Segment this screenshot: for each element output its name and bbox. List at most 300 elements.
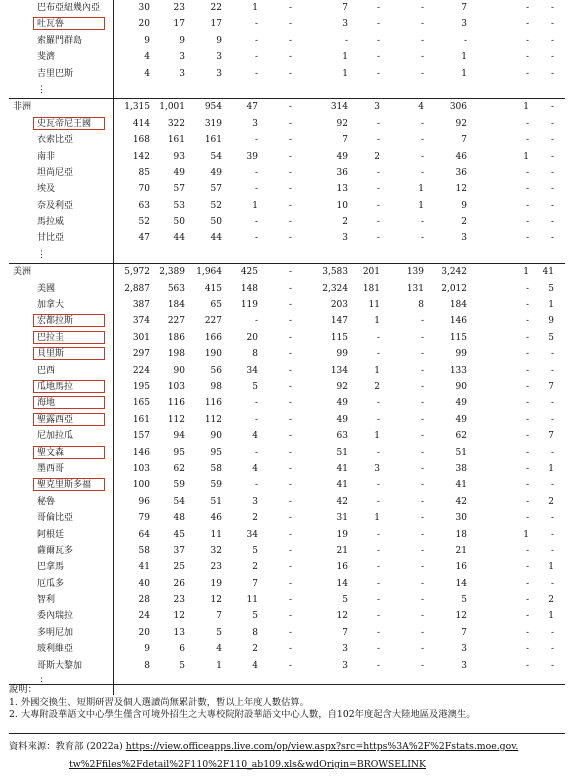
value-cell: 314	[330, 102, 348, 113]
value-cell: 44	[173, 233, 185, 244]
value-cell: 3	[342, 660, 348, 671]
value-cell: 23	[173, 3, 185, 13]
value-cell: 2	[374, 381, 380, 392]
value-cell: -	[525, 316, 529, 327]
value-cell: -	[550, 545, 554, 556]
value-cell: 1	[461, 52, 467, 63]
value-cell: 1,001	[159, 102, 185, 113]
value-cell: 5	[216, 627, 222, 638]
value-cell: 1	[374, 316, 380, 327]
value-cell: 116	[167, 398, 185, 409]
table-row	[9, 82, 565, 98]
value-cell: -	[550, 19, 554, 30]
value-cell: -	[288, 381, 292, 392]
table-row	[9, 330, 565, 346]
table-row	[9, 576, 565, 592]
value-cell: 8	[144, 660, 150, 671]
country-name: 南非	[37, 151, 56, 162]
value-cell: 1	[548, 611, 554, 622]
table-row	[9, 363, 565, 379]
value-cell: 161	[132, 414, 150, 425]
value-cell: -	[525, 332, 529, 343]
value-cell: 1	[523, 151, 529, 162]
value-cell: 181	[362, 283, 380, 294]
value-cell: 5	[252, 381, 258, 392]
value-cell: 195	[132, 381, 150, 392]
source-label: 資料來源：教育部 (2022a)	[9, 741, 126, 752]
value-cell: -	[420, 545, 424, 556]
value-cell: 115	[449, 332, 467, 343]
value-cell: 161	[167, 135, 185, 146]
value-cell: -	[376, 52, 380, 63]
value-cell: 19	[210, 578, 222, 589]
value-cell: -	[525, 167, 529, 178]
value-cell: 5	[342, 595, 348, 606]
value-cell: -	[288, 68, 292, 79]
value-cell: -	[288, 513, 292, 524]
value-cell: -	[420, 644, 424, 655]
value-cell: -	[420, 627, 424, 638]
value-cell: -	[525, 135, 529, 146]
value-cell: 30	[138, 3, 150, 13]
value-cell: 7	[461, 3, 467, 13]
country-name: 奈及利亞	[37, 200, 74, 211]
country-name: 斐濟	[37, 52, 56, 63]
value-cell: -	[525, 480, 529, 491]
value-cell: 184	[449, 300, 467, 311]
value-cell: -	[376, 135, 380, 146]
country-name: ⋮	[37, 677, 46, 688]
value-cell: -	[550, 52, 554, 63]
value-cell: 41	[455, 480, 467, 491]
value-cell: -	[254, 414, 258, 425]
value-cell: -	[550, 135, 554, 146]
value-cell: 42	[455, 496, 467, 507]
value-cell: 79	[138, 513, 150, 524]
value-cell: -	[288, 332, 292, 343]
value-cell: 563	[167, 283, 185, 294]
value-cell: -	[288, 267, 292, 278]
value-cell: -	[550, 200, 554, 211]
highlighted-country-name: 貝里斯	[33, 347, 105, 360]
value-cell: -	[550, 513, 554, 524]
value-cell: 5,972	[124, 267, 150, 278]
value-cell: -	[550, 349, 554, 360]
country-name: 巴西	[37, 365, 56, 376]
table-row	[9, 494, 565, 510]
value-cell: 119	[240, 300, 258, 311]
value-cell: 2	[342, 217, 348, 228]
value-cell: -	[376, 233, 380, 244]
value-cell: -	[550, 529, 554, 540]
table-row	[9, 428, 565, 444]
value-cell: -	[420, 3, 424, 13]
value-cell: 20	[246, 332, 258, 343]
value-cell: 16	[455, 562, 467, 573]
value-cell: 63	[138, 200, 150, 211]
value-cell: -	[288, 414, 292, 425]
notes-label: 說明：	[9, 684, 37, 695]
source-link-line-1[interactable]: https://view.officeapps.live.com/op/view.aspx?src=https%3A%2F%2Fstats.moe.gov.	[125, 741, 519, 752]
value-cell: -	[550, 184, 554, 195]
highlighted-country-name: 宏都拉斯	[33, 314, 105, 327]
value-cell: -	[288, 233, 292, 244]
value-cell: -	[288, 611, 292, 622]
value-cell: 4	[252, 660, 258, 671]
value-cell: -	[525, 562, 529, 573]
value-cell: -	[254, 398, 258, 409]
value-cell: 1	[418, 200, 424, 211]
country-name: 多明尼加	[37, 627, 74, 638]
value-cell: -	[288, 562, 292, 573]
value-cell: 47	[138, 233, 150, 244]
region-row	[9, 98, 565, 115]
value-cell: 36	[455, 167, 467, 178]
value-cell: 23	[173, 595, 185, 606]
table-row	[9, 510, 565, 526]
value-cell: -	[550, 233, 554, 244]
value-cell: 24	[138, 611, 150, 622]
table-row	[9, 477, 565, 493]
table-row	[9, 527, 565, 543]
source-link-line-2[interactable]: tw%2Ffiles%2Fdetail%2F110%2F110_ab109.xls&wdOrigin=BROWSELINK	[69, 759, 426, 770]
value-cell: -	[550, 167, 554, 178]
value-cell: 49	[455, 414, 467, 425]
value-cell: 7	[548, 431, 554, 442]
value-cell: 99	[455, 349, 467, 360]
value-cell: -	[420, 414, 424, 425]
value-cell: -	[288, 102, 292, 113]
country-name: 坦尚尼亞	[37, 167, 74, 178]
value-cell: -	[550, 118, 554, 129]
value-cell: 41	[336, 480, 348, 491]
value-cell: 3	[179, 52, 185, 63]
value-cell: 2	[461, 217, 467, 228]
table-row	[9, 625, 565, 641]
value-cell: 21	[336, 545, 348, 556]
value-cell: -	[525, 233, 529, 244]
value-cell: 51	[455, 447, 467, 458]
value-cell: 28	[138, 595, 150, 606]
value-cell: -	[288, 35, 292, 46]
value-cell: -	[550, 35, 554, 46]
value-cell: -	[288, 463, 292, 474]
value-cell: -	[254, 184, 258, 195]
country-name: 巴拿馬	[37, 562, 65, 573]
value-cell: 1,315	[124, 102, 150, 113]
table-row	[9, 66, 565, 82]
value-cell: 49	[173, 167, 185, 178]
country-name: 索羅門群島	[37, 35, 83, 46]
value-cell: -	[420, 365, 424, 376]
value-cell: -	[254, 447, 258, 458]
value-cell: 65	[210, 300, 222, 311]
value-cell: 1	[216, 660, 222, 671]
value-cell: 92	[336, 381, 348, 392]
value-cell: -	[525, 217, 529, 228]
table-row	[9, 281, 565, 297]
value-cell: 3	[461, 644, 467, 655]
value-cell: 12	[173, 611, 185, 622]
value-cell: -	[420, 398, 424, 409]
value-cell: 7	[342, 135, 348, 146]
country-name: 加拿大	[37, 300, 65, 311]
value-cell: -	[288, 118, 292, 129]
value-cell: 1	[523, 267, 529, 278]
value-cell: -	[420, 480, 424, 491]
value-cell: 57	[210, 184, 222, 195]
value-cell: 1	[461, 68, 467, 79]
value-cell: -	[420, 118, 424, 129]
value-cell: 4	[144, 52, 150, 63]
value-cell: 3,242	[441, 267, 467, 278]
value-cell: 3,583	[322, 267, 348, 278]
value-cell: 52	[138, 217, 150, 228]
table-row	[9, 559, 565, 575]
value-cell: 12	[210, 595, 222, 606]
value-cell: -	[525, 118, 529, 129]
value-cell: -	[254, 233, 258, 244]
value-cell: 387	[132, 300, 150, 311]
table-row	[9, 379, 565, 395]
value-cell: 201	[362, 267, 380, 278]
data-table	[9, 0, 565, 690]
value-cell: -	[254, 19, 258, 30]
value-cell: 4	[252, 463, 258, 474]
country-name: 薩爾瓦多	[37, 545, 74, 556]
value-cell: 49	[336, 151, 348, 162]
value-cell: -	[525, 365, 529, 376]
value-cell: 5	[179, 660, 185, 671]
value-cell: -	[420, 349, 424, 360]
value-cell: 13	[336, 184, 348, 195]
value-cell: 301	[132, 332, 150, 343]
value-cell: 5	[548, 283, 554, 294]
value-cell: -	[376, 480, 380, 491]
value-cell: -	[288, 135, 292, 146]
value-cell: 3	[179, 68, 185, 79]
value-cell: -	[376, 545, 380, 556]
value-cell: 306	[449, 102, 467, 113]
value-cell: 112	[167, 414, 185, 425]
value-cell: -	[550, 151, 554, 162]
value-cell: 34	[246, 365, 258, 376]
value-cell: 224	[132, 365, 150, 376]
value-cell: -	[376, 611, 380, 622]
value-cell: 1	[418, 184, 424, 195]
value-cell: 116	[204, 398, 222, 409]
value-cell: -	[525, 578, 529, 589]
value-cell: 49	[336, 398, 348, 409]
value-cell: -	[254, 52, 258, 63]
value-cell: 41	[336, 463, 348, 474]
table-row	[9, 116, 565, 132]
table-row	[9, 592, 565, 608]
value-cell: 11	[368, 300, 380, 311]
value-cell: -	[525, 398, 529, 409]
value-cell: -	[420, 68, 424, 79]
highlighted-country-name: 史瓦帝尼王國	[33, 117, 105, 130]
value-cell: -	[525, 611, 529, 622]
country-name: 非洲	[13, 102, 32, 113]
value-cell: 2	[252, 562, 258, 573]
value-cell: 2	[252, 644, 258, 655]
value-cell: -	[420, 52, 424, 63]
value-cell: -	[525, 200, 529, 211]
region-row	[9, 263, 565, 280]
value-cell: 2	[548, 496, 554, 507]
country-name: 美洲	[13, 267, 32, 278]
value-cell: 54	[210, 151, 222, 162]
value-cell: 18	[455, 529, 467, 540]
value-cell: -	[525, 447, 529, 458]
value-cell: 99	[336, 349, 348, 360]
value-cell: 59	[173, 480, 185, 491]
value-cell: 186	[167, 332, 185, 343]
value-cell: -	[376, 167, 380, 178]
value-cell: -	[420, 496, 424, 507]
country-name: 哥斯大黎加	[37, 660, 83, 671]
value-cell: 1	[548, 463, 554, 474]
value-cell: 3	[461, 660, 467, 671]
value-cell: 90	[210, 431, 222, 442]
value-cell: -	[525, 381, 529, 392]
table-row	[9, 230, 565, 246]
value-cell: 7	[461, 135, 467, 146]
value-cell: -	[420, 19, 424, 30]
value-cell: -	[288, 349, 292, 360]
value-cell: -	[420, 332, 424, 343]
value-cell: 3	[252, 118, 258, 129]
value-cell: 161	[204, 135, 222, 146]
value-cell: 9	[461, 200, 467, 211]
value-cell: -	[420, 513, 424, 524]
value-cell: -	[525, 3, 529, 13]
value-cell: 3	[461, 233, 467, 244]
notes-bottom-rule	[9, 733, 565, 734]
value-cell: -	[376, 3, 380, 13]
value-cell: 12	[336, 611, 348, 622]
value-cell: -	[525, 414, 529, 425]
value-cell: 9	[179, 35, 185, 46]
highlighted-country-name: 海地	[33, 396, 105, 409]
value-cell: -	[525, 660, 529, 671]
table-row	[9, 33, 565, 49]
value-cell: 4	[252, 431, 258, 442]
value-cell: 3	[216, 52, 222, 63]
country-name: 智利	[37, 595, 56, 606]
value-cell: -	[288, 283, 292, 294]
value-cell: -	[420, 431, 424, 442]
value-cell: 95	[173, 447, 185, 458]
value-cell: -	[525, 283, 529, 294]
country-name: 尼加拉瓜	[37, 431, 74, 442]
highlighted-country-name: 吐瓦魯	[33, 17, 105, 30]
value-cell: -	[254, 480, 258, 491]
value-cell: -	[288, 660, 292, 671]
value-cell: 2	[252, 513, 258, 524]
value-cell: 17	[173, 19, 185, 30]
value-cell: 13	[173, 627, 185, 638]
value-cell: -	[288, 3, 292, 13]
value-cell: 22	[210, 3, 222, 13]
value-cell: 165	[132, 398, 150, 409]
value-cell: 3	[461, 19, 467, 30]
highlighted-country-name: 聖文森	[33, 446, 105, 459]
value-cell: -	[288, 398, 292, 409]
value-cell: 103	[132, 463, 150, 474]
value-cell: -	[288, 316, 292, 327]
value-cell: 92	[455, 118, 467, 129]
value-cell: 17	[210, 19, 222, 30]
value-cell: 2,324	[322, 283, 348, 294]
value-cell: 2,389	[159, 267, 185, 278]
value-cell: 41	[542, 267, 554, 278]
value-cell: 1	[252, 200, 258, 211]
value-cell: 134	[330, 365, 348, 376]
value-cell: -	[288, 200, 292, 211]
value-cell: 12	[455, 184, 467, 195]
value-cell: -	[420, 151, 424, 162]
value-cell: -	[376, 529, 380, 540]
value-cell: 25	[173, 562, 185, 573]
value-cell: 63	[336, 431, 348, 442]
value-cell: -	[254, 68, 258, 79]
value-cell: 374	[132, 316, 150, 327]
value-cell: -	[376, 660, 380, 671]
value-cell: -	[463, 35, 467, 46]
value-cell: -	[288, 644, 292, 655]
value-cell: -	[288, 431, 292, 442]
value-cell: -	[376, 349, 380, 360]
value-cell: -	[376, 19, 380, 30]
value-cell: 40	[138, 578, 150, 589]
value-cell: 133	[449, 365, 467, 376]
value-cell: 38	[455, 463, 467, 474]
value-cell: 16	[336, 562, 348, 573]
value-cell: 8	[418, 300, 424, 311]
value-cell: 2,012	[441, 283, 467, 294]
value-cell: 9	[144, 644, 150, 655]
value-cell: -	[376, 200, 380, 211]
value-cell: 30	[455, 513, 467, 524]
value-cell: -	[420, 595, 424, 606]
value-cell: 1	[342, 52, 348, 63]
value-cell: -	[376, 184, 380, 195]
value-cell: 7	[548, 381, 554, 392]
table-row	[9, 16, 565, 32]
value-cell: 9	[548, 316, 554, 327]
value-cell: -	[344, 35, 348, 46]
value-cell: -	[376, 447, 380, 458]
country-name: 厄瓜多	[37, 578, 65, 589]
value-cell: 146	[132, 447, 150, 458]
value-cell: 1	[374, 431, 380, 442]
value-cell: 203	[330, 300, 348, 311]
value-cell: -	[420, 611, 424, 622]
value-cell: 37	[173, 545, 185, 556]
table-row	[9, 181, 565, 197]
value-cell: -	[288, 545, 292, 556]
value-cell: 49	[210, 167, 222, 178]
highlighted-country-name: 聖克里斯多福	[33, 478, 105, 491]
value-cell: 98	[210, 381, 222, 392]
value-cell: 3	[342, 233, 348, 244]
value-cell: 34	[246, 529, 258, 540]
value-cell: -	[550, 365, 554, 376]
value-cell: 227	[167, 316, 185, 327]
country-name: 阿根廷	[37, 529, 65, 540]
